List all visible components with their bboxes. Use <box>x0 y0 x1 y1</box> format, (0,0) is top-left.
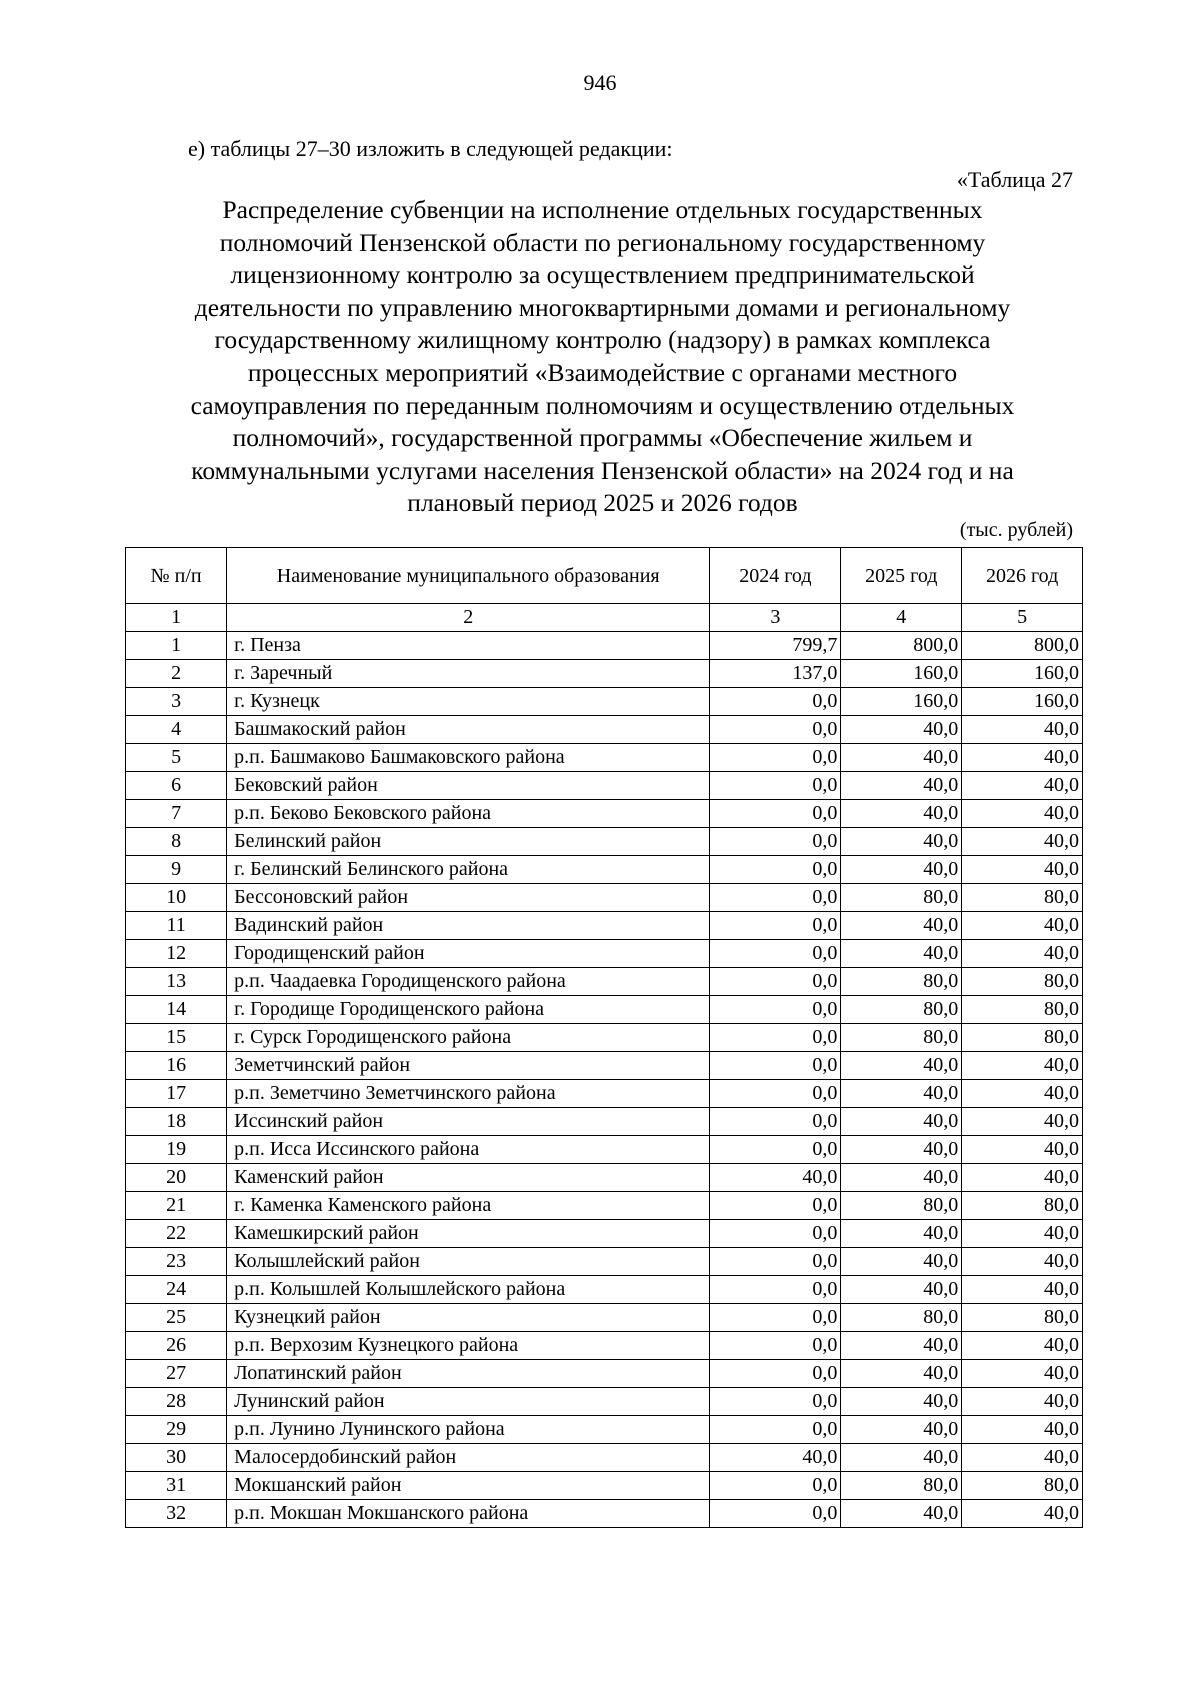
value-2025-cell: 40,0 <box>841 828 962 856</box>
value-2025-cell: 160,0 <box>841 688 962 716</box>
municipality-cell: г. Городище Городищенского района <box>227 996 710 1024</box>
value-2024-cell: 0,0 <box>710 996 841 1024</box>
value-2025-cell: 40,0 <box>841 1276 962 1304</box>
value-2025-cell: 40,0 <box>841 1220 962 1248</box>
value-2024-cell: 0,0 <box>710 912 841 940</box>
row-number-cell: 9 <box>126 856 227 884</box>
row-number-cell: 6 <box>126 772 227 800</box>
municipality-cell: р.п. Земетчино Земетчинского района <box>227 1080 710 1108</box>
municipality-cell: г. Пенза <box>227 632 710 660</box>
municipality-cell: р.п. Исса Иссинского района <box>227 1136 710 1164</box>
table-row <box>126 632 1083 660</box>
value-2026-cell: 40,0 <box>962 940 1083 968</box>
value-2024-cell: 0,0 <box>710 1220 841 1248</box>
row-number-cell: 12 <box>126 940 227 968</box>
value-2026-cell: 80,0 <box>962 884 1083 912</box>
value-2025-cell: 40,0 <box>841 716 962 744</box>
row-number-cell: 17 <box>126 1080 227 1108</box>
title-line: плановый период 2025 и 2026 годов <box>407 488 798 518</box>
value-2025-cell: 40,0 <box>841 940 962 968</box>
value-2024-cell: 40,0 <box>710 1444 841 1472</box>
row-number-cell: 31 <box>126 1472 227 1500</box>
value-2025-cell: 40,0 <box>841 1332 962 1360</box>
value-2026-cell: 40,0 <box>962 1248 1083 1276</box>
value-2026-cell: 40,0 <box>962 1276 1083 1304</box>
table-row <box>126 884 1083 912</box>
value-2025-cell: 80,0 <box>841 1192 962 1220</box>
municipality-cell: Городищенский район <box>227 940 710 968</box>
table-row <box>126 1388 1083 1416</box>
value-2025-cell: 800,0 <box>841 632 962 660</box>
value-2026-cell: 40,0 <box>962 1080 1083 1108</box>
row-number-cell: 16 <box>126 1052 227 1080</box>
row-number-cell: 2 <box>126 660 227 688</box>
value-2026-cell: 40,0 <box>962 1332 1083 1360</box>
row-number-cell: 13 <box>126 968 227 996</box>
value-2024-cell: 0,0 <box>710 744 841 772</box>
row-number-cell: 20 <box>126 1164 227 1192</box>
row-number-cell: 27 <box>126 1360 227 1388</box>
municipality-cell: Вадинский район <box>227 912 710 940</box>
value-2026-cell: 160,0 <box>962 660 1083 688</box>
municipality-cell: г. Каменка Каменского района <box>227 1192 710 1220</box>
municipality-cell: г. Белинский Белинского района <box>227 856 710 884</box>
row-number-cell: 32 <box>126 1500 227 1528</box>
column-number-cell: 1 <box>126 604 227 632</box>
title-line: государственному жилищному контролю (надзору) в рамках комплекса <box>214 325 991 355</box>
table-row <box>126 660 1083 688</box>
row-number-cell: 11 <box>126 912 227 940</box>
value-2024-cell: 799,7 <box>710 632 841 660</box>
municipality-cell: Башмакоский район <box>227 716 710 744</box>
row-number-cell: 1 <box>126 632 227 660</box>
row-number-cell: 8 <box>126 828 227 856</box>
value-2024-cell: 40,0 <box>710 1164 841 1192</box>
table-row <box>126 1108 1083 1136</box>
value-2024-cell: 0,0 <box>710 800 841 828</box>
value-2025-cell: 40,0 <box>841 1416 962 1444</box>
row-number-cell: 15 <box>126 1024 227 1052</box>
municipality-cell: р.п. Чаадаевка Городищенского района <box>227 968 710 996</box>
table-row <box>126 772 1083 800</box>
row-number-cell: 3 <box>126 688 227 716</box>
value-2026-cell: 40,0 <box>962 1136 1083 1164</box>
value-2025-cell: 40,0 <box>841 912 962 940</box>
value-2026-cell: 40,0 <box>962 1416 1083 1444</box>
table-row <box>126 996 1083 1024</box>
row-number-cell: 14 <box>126 996 227 1024</box>
row-number-cell: 7 <box>126 800 227 828</box>
municipality-cell: Кузнецкий район <box>227 1304 710 1332</box>
row-number-cell: 4 <box>126 716 227 744</box>
row-number-cell: 22 <box>126 1220 227 1248</box>
intro-text: е) таблицы 27–30 изложить в следующей редакции: <box>188 136 673 161</box>
value-2024-cell: 0,0 <box>710 772 841 800</box>
row-number-cell: 10 <box>126 884 227 912</box>
municipality-cell: г. Заречный <box>227 660 710 688</box>
table-row <box>126 856 1083 884</box>
value-2026-cell: 40,0 <box>962 1164 1083 1192</box>
municipality-cell: Малосердобинский район <box>227 1444 710 1472</box>
value-2026-cell: 40,0 <box>962 744 1083 772</box>
municipality-cell: Мокшанский район <box>227 1472 710 1500</box>
table-row <box>126 1136 1083 1164</box>
value-2024-cell: 0,0 <box>710 884 841 912</box>
value-2024-cell: 0,0 <box>710 1304 841 1332</box>
value-2026-cell: 40,0 <box>962 1444 1083 1472</box>
municipality-cell: Земетчинский район <box>227 1052 710 1080</box>
column-number-cell: 5 <box>962 604 1083 632</box>
value-2026-cell: 40,0 <box>962 856 1083 884</box>
value-2025-cell: 40,0 <box>841 1164 962 1192</box>
value-2026-cell: 80,0 <box>962 996 1083 1024</box>
value-2026-cell: 40,0 <box>962 828 1083 856</box>
table-row <box>126 1220 1083 1248</box>
value-2024-cell: 0,0 <box>710 1276 841 1304</box>
table-row <box>126 1500 1083 1528</box>
value-2025-cell: 40,0 <box>841 1388 962 1416</box>
value-2025-cell: 80,0 <box>841 1304 962 1332</box>
row-number-cell: 26 <box>126 1332 227 1360</box>
value-2025-cell: 40,0 <box>841 1248 962 1276</box>
table-row <box>126 716 1083 744</box>
table-header-row <box>126 548 1083 604</box>
title-line: процессных мероприятий «Взаимодействие с органами местного <box>247 357 958 387</box>
row-number-cell: 29 <box>126 1416 227 1444</box>
title-line: коммунальными услугами населения Пензенской области» на 2024 год и на <box>191 455 1014 485</box>
table-row <box>126 1024 1083 1052</box>
municipality-cell: Колышлейский район <box>227 1248 710 1276</box>
value-2026-cell: 80,0 <box>962 968 1083 996</box>
value-2025-cell: 80,0 <box>841 996 962 1024</box>
table-row <box>126 1444 1083 1472</box>
header-2025: 2025 год <box>841 548 962 604</box>
value-2026-cell: 40,0 <box>962 1360 1083 1388</box>
value-2025-cell: 40,0 <box>841 856 962 884</box>
table-row <box>126 1304 1083 1332</box>
value-2026-cell: 40,0 <box>962 1500 1083 1528</box>
value-2024-cell: 0,0 <box>710 940 841 968</box>
municipality-cell: Камешкирский район <box>227 1220 710 1248</box>
header-name: Наименование муниципального образования <box>227 548 710 604</box>
table-row <box>126 1192 1083 1220</box>
table-row <box>126 1472 1083 1500</box>
table-row <box>126 1332 1083 1360</box>
row-number-cell: 30 <box>126 1444 227 1472</box>
table-body <box>126 632 1083 1528</box>
value-2026-cell: 160,0 <box>962 688 1083 716</box>
value-2026-cell: 40,0 <box>962 1220 1083 1248</box>
subvention-table <box>125 547 1083 1528</box>
value-2026-cell: 80,0 <box>962 1192 1083 1220</box>
municipality-cell: Каменский район <box>227 1164 710 1192</box>
title-line: деятельности по управлению многоквартирными домами и региональному <box>194 292 1011 322</box>
value-2026-cell: 40,0 <box>962 912 1083 940</box>
table-label: «Таблица 27 <box>956 167 1073 192</box>
row-number-cell: 21 <box>126 1192 227 1220</box>
value-2024-cell: 0,0 <box>710 1416 841 1444</box>
municipality-cell: Лопатинский район <box>227 1360 710 1388</box>
municipality-cell: р.п. Мокшан Мокшанского района <box>227 1500 710 1528</box>
value-2024-cell: 0,0 <box>710 1108 841 1136</box>
value-2026-cell: 40,0 <box>962 1052 1083 1080</box>
row-number-cell: 18 <box>126 1108 227 1136</box>
table-row <box>126 940 1083 968</box>
municipality-cell: г. Кузнецк <box>227 688 710 716</box>
row-number-cell: 28 <box>126 1388 227 1416</box>
municipality-cell: Бессоновский район <box>227 884 710 912</box>
column-number-row <box>126 604 1083 632</box>
value-2025-cell: 40,0 <box>841 1108 962 1136</box>
value-2026-cell: 800,0 <box>962 632 1083 660</box>
value-2024-cell: 0,0 <box>710 1136 841 1164</box>
table-row <box>126 912 1083 940</box>
value-2025-cell: 40,0 <box>841 1052 962 1080</box>
header-2024: 2024 год <box>710 548 841 604</box>
table-row <box>126 1276 1083 1304</box>
municipality-cell: р.п. Башмаково Башмаковского района <box>227 744 710 772</box>
municipality-cell: Белинский район <box>227 828 710 856</box>
value-2024-cell: 0,0 <box>710 1052 841 1080</box>
title-line: полномочий Пензенской области по региональному государственному <box>219 227 986 257</box>
municipality-cell: Бековский район <box>227 772 710 800</box>
row-number-cell: 23 <box>126 1248 227 1276</box>
value-2024-cell: 0,0 <box>710 968 841 996</box>
value-2026-cell: 40,0 <box>962 1108 1083 1136</box>
table-row <box>126 1360 1083 1388</box>
value-2025-cell: 40,0 <box>841 1080 962 1108</box>
value-2026-cell: 40,0 <box>962 772 1083 800</box>
value-2024-cell: 0,0 <box>710 1360 841 1388</box>
title-line: самоуправления по переданным полномочиям и осуществлению отдельных <box>190 390 1015 420</box>
value-2024-cell: 0,0 <box>710 1472 841 1500</box>
value-2025-cell: 80,0 <box>841 1472 962 1500</box>
municipality-cell: р.п. Лунино Лунинского района <box>227 1416 710 1444</box>
table-row <box>126 800 1083 828</box>
value-2024-cell: 0,0 <box>710 716 841 744</box>
municipality-cell: Иссинский район <box>227 1108 710 1136</box>
municipality-cell: р.п. Колышлей Колышлейского района <box>227 1276 710 1304</box>
header-2026: 2026 год <box>962 548 1083 604</box>
row-number-cell: 25 <box>126 1304 227 1332</box>
header-num: № п/п <box>126 548 227 604</box>
title-line: Распределение субвенции на исполнение отдельных государственных <box>222 195 983 224</box>
value-2025-cell: 40,0 <box>841 1360 962 1388</box>
table-row <box>126 1080 1083 1108</box>
value-2025-cell: 40,0 <box>841 1136 962 1164</box>
units-label: (тыс. рублей) <box>959 519 1073 541</box>
value-2026-cell: 80,0 <box>962 1024 1083 1052</box>
value-2024-cell: 0,0 <box>710 1248 841 1276</box>
value-2025-cell: 40,0 <box>841 772 962 800</box>
table-row <box>126 968 1083 996</box>
value-2025-cell: 40,0 <box>841 1500 962 1528</box>
value-2026-cell: 40,0 <box>962 800 1083 828</box>
value-2026-cell: 40,0 <box>962 1388 1083 1416</box>
value-2026-cell: 40,0 <box>962 716 1083 744</box>
value-2025-cell: 80,0 <box>841 968 962 996</box>
municipality-cell: г. Сурск Городищенского района <box>227 1024 710 1052</box>
table-title <box>135 194 1070 520</box>
value-2026-cell: 80,0 <box>962 1304 1083 1332</box>
table-row <box>126 1416 1083 1444</box>
value-2024-cell: 137,0 <box>710 660 841 688</box>
column-number-cell: 3 <box>710 604 841 632</box>
value-2024-cell: 0,0 <box>710 1332 841 1360</box>
table-row <box>126 1248 1083 1276</box>
value-2024-cell: 0,0 <box>710 1500 841 1528</box>
value-2025-cell: 40,0 <box>841 744 962 772</box>
row-number-cell: 24 <box>126 1276 227 1304</box>
row-number-cell: 5 <box>126 744 227 772</box>
municipality-cell: Лунинский район <box>227 1388 710 1416</box>
column-number-cell: 2 <box>227 604 710 632</box>
value-2025-cell: 80,0 <box>841 1024 962 1052</box>
page-number: 946 <box>583 70 617 95</box>
municipality-cell: р.п. Беково Бековского района <box>227 800 710 828</box>
value-2025-cell: 80,0 <box>841 884 962 912</box>
value-2025-cell: 160,0 <box>841 660 962 688</box>
municipality-cell: р.п. Верхозим Кузнецкого района <box>227 1332 710 1360</box>
value-2024-cell: 0,0 <box>710 1024 841 1052</box>
title-line: лицензионному контролю за осуществлением предпринимательской <box>230 260 975 290</box>
value-2024-cell: 0,0 <box>710 1080 841 1108</box>
value-2025-cell: 40,0 <box>841 800 962 828</box>
value-2024-cell: 0,0 <box>710 856 841 884</box>
value-2024-cell: 0,0 <box>710 688 841 716</box>
table-row <box>126 1052 1083 1080</box>
title-line: полномочий», государственной программы «Обеспечение жильем и <box>232 423 973 453</box>
value-2025-cell: 40,0 <box>841 1444 962 1472</box>
table-row <box>126 688 1083 716</box>
row-number-cell: 19 <box>126 1136 227 1164</box>
value-2024-cell: 0,0 <box>710 1192 841 1220</box>
table-row <box>126 1164 1083 1192</box>
value-2024-cell: 0,0 <box>710 828 841 856</box>
value-2026-cell: 80,0 <box>962 1472 1083 1500</box>
table-row <box>126 828 1083 856</box>
value-2024-cell: 0,0 <box>710 1388 841 1416</box>
column-number-cell: 4 <box>841 604 962 632</box>
table-row <box>126 744 1083 772</box>
